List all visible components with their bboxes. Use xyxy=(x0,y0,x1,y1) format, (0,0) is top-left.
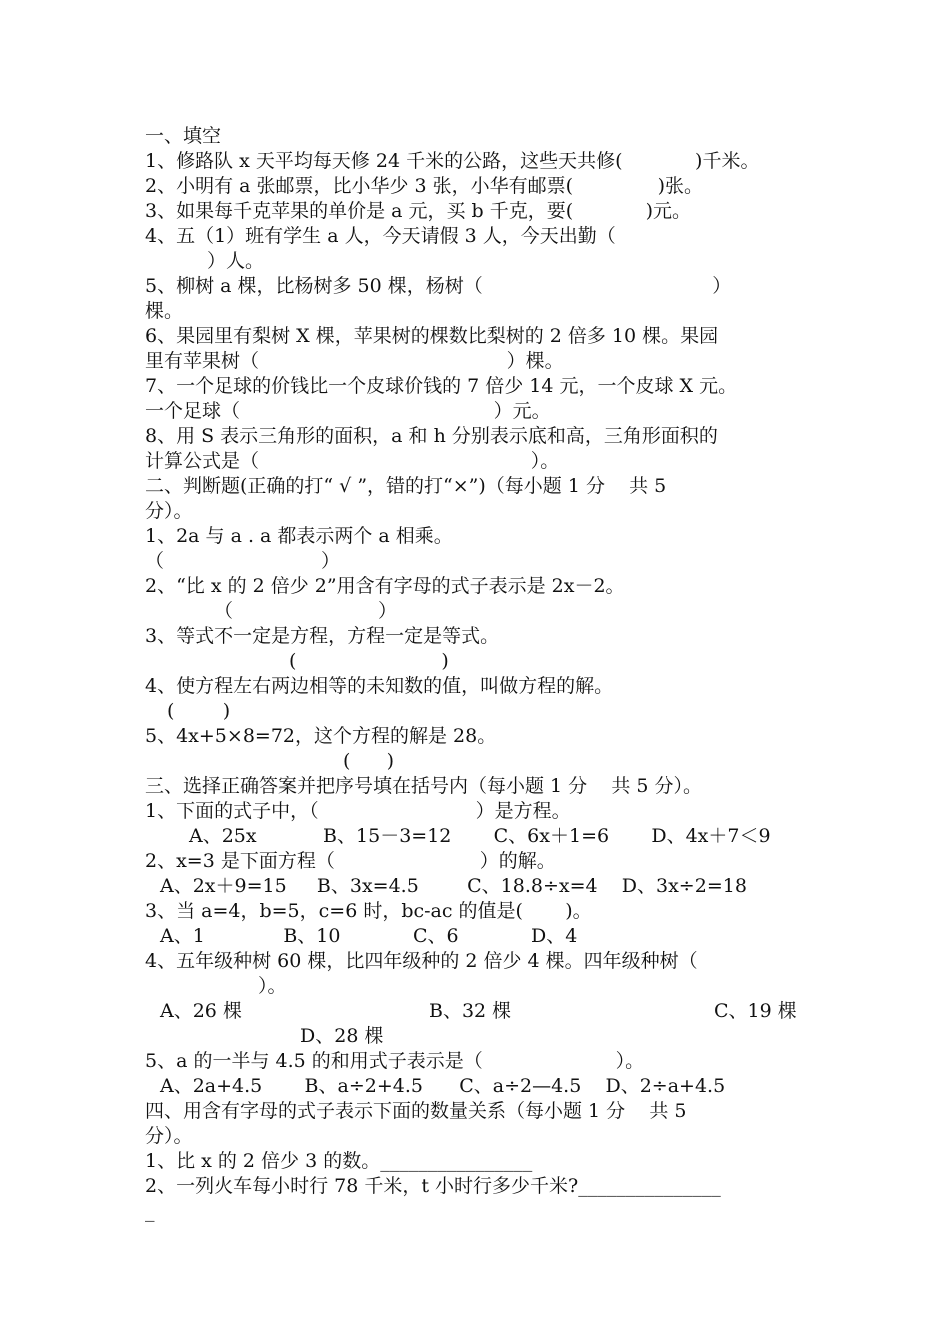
question-line: 2、“比 x 的 2 倍少 2”用含有字母的式子表示是 2x－2。 xyxy=(145,575,625,597)
question-line: _ xyxy=(145,1200,155,1222)
section-heading-expressions: 分）。 xyxy=(145,1125,193,1147)
question-line: 4、五年级种树 60 棵，比四年级种的 2 倍少 4 棵。四年级种树（ xyxy=(145,950,698,972)
choice-options: A、25x B、15－3=12 C、6x＋1=6 D、4x＋7＜9 xyxy=(189,825,771,847)
choice-options: A、2a+4.5 B、a÷2+4.5 C、a÷2—4.5 D、2÷a+4.5 xyxy=(160,1075,726,1097)
choice-option-b: B、32 棵 xyxy=(429,1000,512,1022)
question-line: 计算公式是（ ）。 xyxy=(145,450,560,472)
question-line: 里有苹果树（ ）棵。 xyxy=(145,350,564,372)
choice-options: A、2x＋9=15 B、3x=4.5 C、18.8÷x=4 D、3x÷2=18 xyxy=(160,875,747,897)
answer-brackets: （ ） xyxy=(214,600,397,622)
answer-brackets: ( ) xyxy=(343,750,395,772)
question-line: 1、比 x 的 2 倍少 3 的数。________________ xyxy=(145,1150,533,1172)
question-line: 3、等式不一定是方程，方程一定是等式。 xyxy=(145,625,500,647)
question-line: ）人。 xyxy=(207,250,265,272)
section-heading-multiple-choice: 三、选择正确答案并把序号填在括号内（每小题 1 分 共 5 分）。 xyxy=(145,775,702,797)
question-line: 5、柳树 a 棵，比杨树多 50 棵，杨树（ ） xyxy=(145,275,732,297)
answer-brackets: ( ) xyxy=(167,700,231,722)
question-line: 2、x=3 是下面方程（ ）的解。 xyxy=(145,850,556,872)
question-line: 8、用 S 表示三角形的面积，a 和 h 分别表示底和高，三角形面积的 xyxy=(145,425,718,447)
choice-option-d: D、28 棵 xyxy=(300,1025,384,1047)
section-heading-expressions: 四、用含有字母的式子表示下面的数量关系（每小题 1 分 共 5 xyxy=(145,1100,687,1122)
question-line: 棵。 xyxy=(145,300,184,322)
question-line: 7、一个足球的价钱比一个皮球价钱的 7 倍少 14 元，一个皮球 X 元。 xyxy=(145,375,738,397)
question-line: 6、果园里有梨树 X 棵，苹果树的棵数比梨树的 2 倍多 10 棵。果园 xyxy=(145,325,719,347)
question-line: ）。 xyxy=(258,975,287,997)
choice-option-a: A、26 棵 xyxy=(160,1000,242,1022)
question-line: 5、a 的一半与 4.5 的和用式子表示是（ ）。 xyxy=(145,1050,645,1072)
question-line: 2、小明有 a 张邮票，比小华少 3 张，小华有邮票( )张。 xyxy=(145,175,704,197)
question-line: 4、使方程左右两边相等的未知数的值，叫做方程的解。 xyxy=(145,675,614,697)
question-line: 2、一列火车每小时行 78 千米，t 小时行多少千米?_______________ xyxy=(145,1175,721,1197)
answer-brackets: ( ) xyxy=(289,650,449,672)
question-line: 1、2a 与 a . a 都表示两个 a 相乘。 xyxy=(145,525,453,547)
question-line: 1、修路队 x 天平均每天修 24 千米的公路，这些天共修( )千米。 xyxy=(145,150,760,172)
choice-option-c: C、19 棵 xyxy=(714,1000,797,1022)
section-heading-fill-blank: 一、填空 xyxy=(145,125,222,147)
question-line: 4、五（1）班有学生 a 人，今天请假 3 人，今天出勤（ xyxy=(145,225,616,247)
question-line: 5、4x+5×8=72，这个方程的解是 28。 xyxy=(145,725,497,747)
choice-options: A、1 B、10 C、6 D、4 xyxy=(160,925,578,947)
question-line: 3、当 a=4，b=5，c=6 时，bc-ac 的值是( )。 xyxy=(145,900,592,922)
section-heading-true-false: 分）。 xyxy=(145,500,193,522)
question-line: 一个足球（ ）元。 xyxy=(145,400,551,422)
section-heading-true-false: 二、判断题(正确的打“ √ ”，错的打“×”)（每小题 1 分 共 5 xyxy=(145,475,667,497)
question-line: 3、如果每千克苹果的单价是 a 元，买 b 千克，要( )元。 xyxy=(145,200,692,222)
question-line: 1、下面的式子中，（ ）是方程。 xyxy=(145,800,571,822)
answer-brackets: （ ） xyxy=(145,550,341,572)
